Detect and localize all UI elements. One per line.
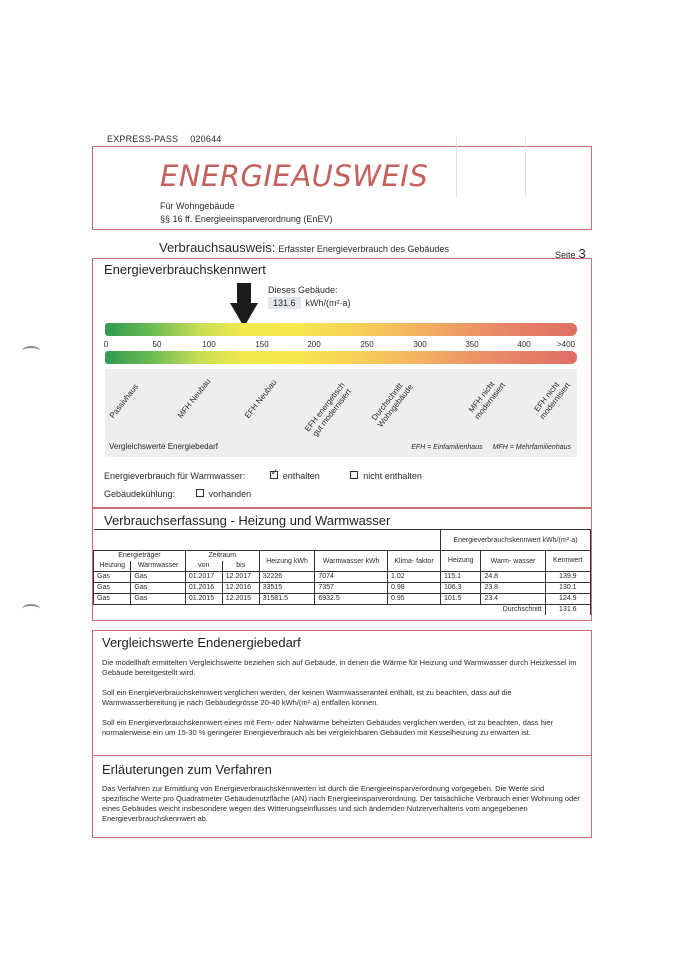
checkbox-unchecked-icon[interactable]	[350, 471, 358, 479]
cell-klimafaktor: 1.02	[388, 572, 441, 583]
erlaeuterung-paragraph: Das Verfahren zur Ermittlung von Energieverbrauchskennwerten ist durch die Energieeinsparverordnung vorgegeben. Die Werte sind spezifische Werte pro Quadratmeter Gebäudenutzfläche (AN) nach Energieeinsparverordnung. Der tatsächliche Verbrauch einer Wohnung oder eines Gebäudes weicht insbesondere wegen des Witterungseinflusses und sich ändernden Nutzerverhaltens vom angegebenen Energieverbrauchskennwert ab.	[102, 784, 580, 823]
certificate-type-line	[159, 240, 449, 255]
scale-tick: 0	[103, 340, 109, 349]
faint-stamp	[456, 137, 526, 197]
building-value-line	[268, 298, 351, 308]
cell-kw-warmwasser: 24.8	[481, 572, 545, 583]
comparison-label: Durchschnitt Wohngebäude	[369, 381, 415, 429]
cell-kw-warmwasser: 23.8	[481, 583, 545, 594]
scale-tick: 50	[152, 340, 162, 349]
comparison-footer-label: Vergleichswerte Energiebedarf	[109, 442, 218, 451]
kw-kennwert-header: Kennwert	[545, 551, 590, 572]
warmwasser-header: Warmwasser	[131, 561, 185, 572]
cell-kw-kennwert: 124.9	[545, 594, 590, 605]
warmwasser-row	[104, 471, 422, 481]
average-value: 131.6	[545, 605, 590, 616]
cell-von: 01.2017	[185, 572, 222, 583]
cell-heizung-kwh: 32226	[259, 572, 315, 583]
scale-tick: 250	[360, 340, 374, 349]
cell-kw-heizung: 106.3	[440, 583, 480, 594]
cooling-option-label: vorhanden	[208, 489, 252, 499]
heizung-header: Heizung	[94, 561, 131, 572]
punch-hole-mark	[22, 346, 40, 356]
warmwasser-nicht-enthalten-option[interactable]	[350, 471, 422, 481]
bis-header: bis	[222, 561, 259, 572]
comparison-label: EFH nicht modernisiert	[532, 380, 573, 421]
average-label: Durchschnitt	[94, 605, 546, 616]
klimafaktor-header: Klima- faktor	[388, 551, 441, 572]
warmwasser-kwh-header: Warmwasser kWh	[315, 551, 388, 572]
building-unit: kWh/(m²·a)	[305, 298, 351, 308]
scale-tick: 150	[255, 340, 269, 349]
comparison-label: Passivhaus	[107, 382, 141, 420]
cell-heizung-kwh: 33515	[259, 583, 315, 594]
certificate-type-label: Verbrauchsausweis:	[159, 240, 276, 255]
table-header-row	[94, 530, 591, 551]
vergleich-paragraph-3: Soll ein Energieverbrauchskennwert eines mit Fern- oder Nahwärme beheizten Gebäudes verglichen werden, ist zu beachten, dass hier normalerweise ein um 15-30 % geringerer Energieverbrauch als bei vergleichbaren Gebäuden mit Kesselheizung zu erwarten ist.	[102, 718, 554, 737]
cell-heizung: Gas	[94, 594, 131, 605]
punch-hole-mark	[22, 604, 40, 614]
warmwasser-enthalten-label: enthalten	[282, 471, 320, 481]
warmwasser-nicht-enthalten-label: nicht enthalten	[363, 471, 422, 481]
scale-tick: 300	[413, 340, 427, 349]
comparison-values-panel	[105, 369, 577, 457]
checkbox-checked-icon[interactable]	[270, 471, 278, 479]
table-average-row	[94, 605, 591, 616]
warmwasser-enthalten-option[interactable]	[270, 471, 320, 481]
comparison-label: EFH energetisch gut modernisiert	[302, 380, 354, 438]
scale-tick: >400	[556, 340, 576, 349]
vergleich-paragraph-2: Soll ein Energieverbrauchskennwert verglichen werden, der keinen Warmwasseranteil enthält, ist zu beachten, dass auf die Warmwasserbereitung je nach Gebäudegrösse 20-40 kWh/(m²·a) entfallen können.	[102, 688, 512, 707]
consumption-table	[93, 529, 591, 615]
cell-bis: 12.2017	[222, 572, 259, 583]
table-row	[94, 594, 591, 605]
comparison-label: EFH Neubau	[242, 378, 279, 420]
heizung-kwh-header: Heizung kWh	[259, 551, 315, 572]
zeitraum-header: Zeitraum	[185, 551, 259, 562]
cell-warmwasser: Gas	[131, 583, 185, 594]
explanation-section	[92, 630, 592, 838]
kennwert-heading: Energieverbrauchskennwert	[104, 262, 266, 277]
document-subtitle: Für Wohngebäude	[160, 201, 235, 211]
consumption-section	[92, 508, 592, 621]
legend-efh: EFH = Einfamilienhaus	[411, 444, 483, 451]
table-row	[94, 583, 591, 594]
scale-bar-bottom	[105, 351, 577, 364]
cell-von: 01.2015	[185, 594, 222, 605]
kw-heizung-header: Heizung	[440, 551, 480, 572]
express-pass-label: EXPRESS-PASS	[107, 134, 179, 144]
building-label: Dieses Gebäude:	[268, 285, 338, 295]
scale-tick: 350	[465, 340, 479, 349]
header-box	[92, 146, 592, 230]
kennwert-section	[92, 258, 592, 508]
table-row	[94, 572, 591, 583]
scale-tick: 200	[307, 340, 321, 349]
comparison-label: MFH nicht modernisiert	[466, 379, 508, 421]
cell-von: 01.2016	[185, 583, 222, 594]
legend-mfh: MFH = Mehrfamilienhaus	[492, 444, 571, 451]
cell-warmwasser: Gas	[131, 572, 185, 583]
consumption-heading: Verbrauchserfassung - Heizung und Warmwasser	[104, 513, 391, 528]
express-pass-number: 020644	[190, 134, 222, 144]
von-header: von	[185, 561, 222, 572]
scale-bar-top	[105, 323, 577, 336]
checkbox-unchecked-icon[interactable]	[196, 489, 204, 497]
scale-tick: 400	[517, 340, 531, 349]
page-number: 3	[578, 246, 586, 261]
cell-warmwasser-kwh: 7357	[315, 583, 388, 594]
cell-heizung: Gas	[94, 583, 131, 594]
cell-heizung-kwh: 31581.5	[259, 594, 315, 605]
cell-heizung: Gas	[94, 572, 131, 583]
building-value: 131.6	[268, 297, 301, 309]
vergleich-heading: Vergleichswerte Endenergiebedarf	[102, 635, 301, 650]
page-label: Seite	[555, 250, 576, 260]
cell-warmwasser-kwh: 6932.5	[315, 594, 388, 605]
cell-warmwasser-kwh: 7074	[315, 572, 388, 583]
cell-klimafaktor: 0.95	[388, 594, 441, 605]
document-legal-basis: §§ 16 ff. Energieeinsparverordnung (EnEV)	[160, 214, 333, 224]
section-divider	[93, 755, 591, 756]
cell-kw-heizung: 115.1	[440, 572, 480, 583]
document-title: ENERGIEAUSWEIS	[160, 159, 429, 193]
cooling-label: Gebäudekühlung:	[104, 489, 176, 499]
table-header-row	[94, 551, 591, 562]
express-pass-line	[107, 134, 234, 144]
scale-tick: 100	[202, 340, 216, 349]
kw-warmwasser-header: Warm- wasser	[481, 551, 545, 572]
energietraeger-header: Energieträger	[94, 551, 186, 562]
vergleich-paragraph-1: Die modellhaft ermittelten Vergleichswerte beziehen sich auf Gebäude, in denen die Wärme für Heizung und Warmwasser durch Heizkessel im Gebäude bereitgestellt wird.	[102, 658, 577, 677]
cell-warmwasser: Gas	[131, 594, 185, 605]
arrow-down-indicator-icon	[230, 283, 258, 327]
kennwert-group-header: Energieverbrauchskennwert kWh/(m²·a)	[440, 530, 590, 551]
warmwasser-label: Energieverbrauch für Warmwasser:	[104, 471, 246, 481]
cooling-option[interactable]	[196, 489, 252, 499]
comparison-label: MFH Neubau	[175, 376, 213, 420]
cell-kw-heizung: 101.5	[440, 594, 480, 605]
cell-kw-kennwert: 130.1	[545, 583, 590, 594]
cell-kw-kennwert: 139.9	[545, 572, 590, 583]
cooling-row	[104, 489, 251, 499]
cell-bis: 12.2015	[222, 594, 259, 605]
cell-kw-warmwasser: 23.4	[481, 594, 545, 605]
erlaeuterung-heading: Erläuterungen zum Verfahren	[102, 762, 272, 777]
cell-klimafaktor: 0.98	[388, 583, 441, 594]
certificate-type-desc: Erfasster Energieverbrauch des Gebäudes	[278, 244, 449, 254]
cell-bis: 12.2016	[222, 583, 259, 594]
comparison-legend	[401, 444, 571, 451]
